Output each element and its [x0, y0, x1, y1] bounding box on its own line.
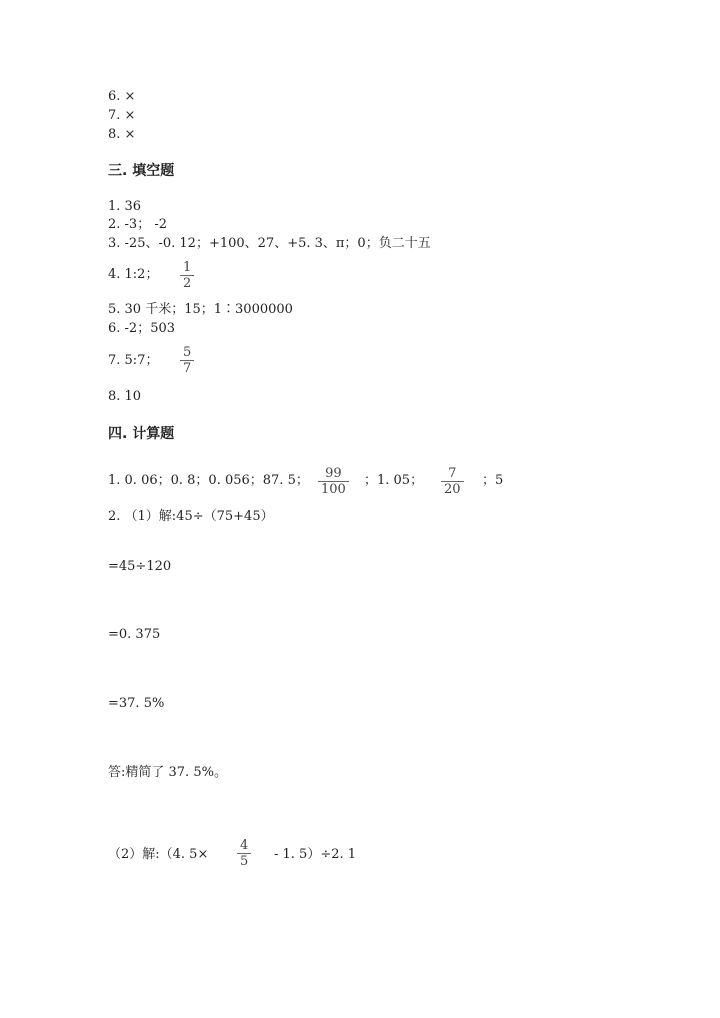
calc-answer-1-prefix: 1. 0. 06；0. 8；0. 056；87. 5； [108, 473, 309, 488]
fraction-denominator: 100 [321, 482, 346, 497]
fill-answer-6: 6. -2；503 [108, 321, 176, 336]
calc-answer-1-fraction-2 [441, 466, 464, 497]
calc-answer-2-step-1: =45÷120 [108, 559, 172, 574]
fraction-numerator: 5 [183, 345, 192, 360]
calc-answer-1-fraction-1 [318, 466, 349, 497]
fill-answer-7-fraction [180, 345, 194, 376]
fill-answer-5: 5. 30 千米；15；1∶3000000 [108, 302, 293, 317]
fraction-numerator: 1 [183, 260, 192, 275]
calc-answer-2-intro: 2. （1）解:45÷（75+45） [108, 509, 274, 524]
fill-answer-7: 7. 5:7； [108, 353, 159, 368]
answer-line-6: 6. × [108, 89, 136, 104]
fill-answer-3: 3. -25、-0. 12；+100、27、+5. 3、π；0；负二十五 [108, 236, 431, 251]
calc-answer-2b-fraction [237, 838, 251, 869]
fraction-numerator: 99 [325, 466, 342, 481]
fraction-denominator: 2 [183, 276, 192, 291]
answer-line-7: 7. × [108, 108, 136, 123]
fill-answer-4: 4. 1:2； [108, 267, 159, 282]
calc-answer-2-step-2: =0. 375 [108, 627, 161, 642]
fraction-denominator: 7 [183, 361, 192, 376]
calc-answer-1-middle: ；1. 05； [364, 473, 424, 488]
fill-answer-1: 1. 36 [108, 199, 142, 214]
calc-answer-2b-suffix: - 1. 5）÷2. 1 [274, 847, 357, 862]
answer-line-8: 8. × [108, 127, 136, 142]
calc-answer-1-suffix: ；5 [482, 473, 504, 488]
section-3-title: 三. 填空题 [108, 163, 175, 179]
fraction-numerator: 4 [240, 838, 249, 853]
fill-answer-4-fraction [180, 260, 194, 291]
fill-answer-2: 2. -3； -2 [108, 217, 167, 232]
section-4-title: 四. 计算题 [108, 426, 175, 442]
calc-answer-2-conclusion: 答:精简了 37. 5%。 [108, 765, 227, 780]
fill-answer-8: 8. 10 [108, 389, 142, 404]
fraction-denominator: 20 [444, 482, 461, 497]
calc-answer-2-step-3: =37. 5% [108, 696, 165, 711]
fraction-numerator: 7 [448, 466, 457, 481]
fraction-denominator: 5 [240, 854, 249, 869]
calc-answer-2b-prefix: （2）解:（4. 5× [108, 847, 209, 862]
